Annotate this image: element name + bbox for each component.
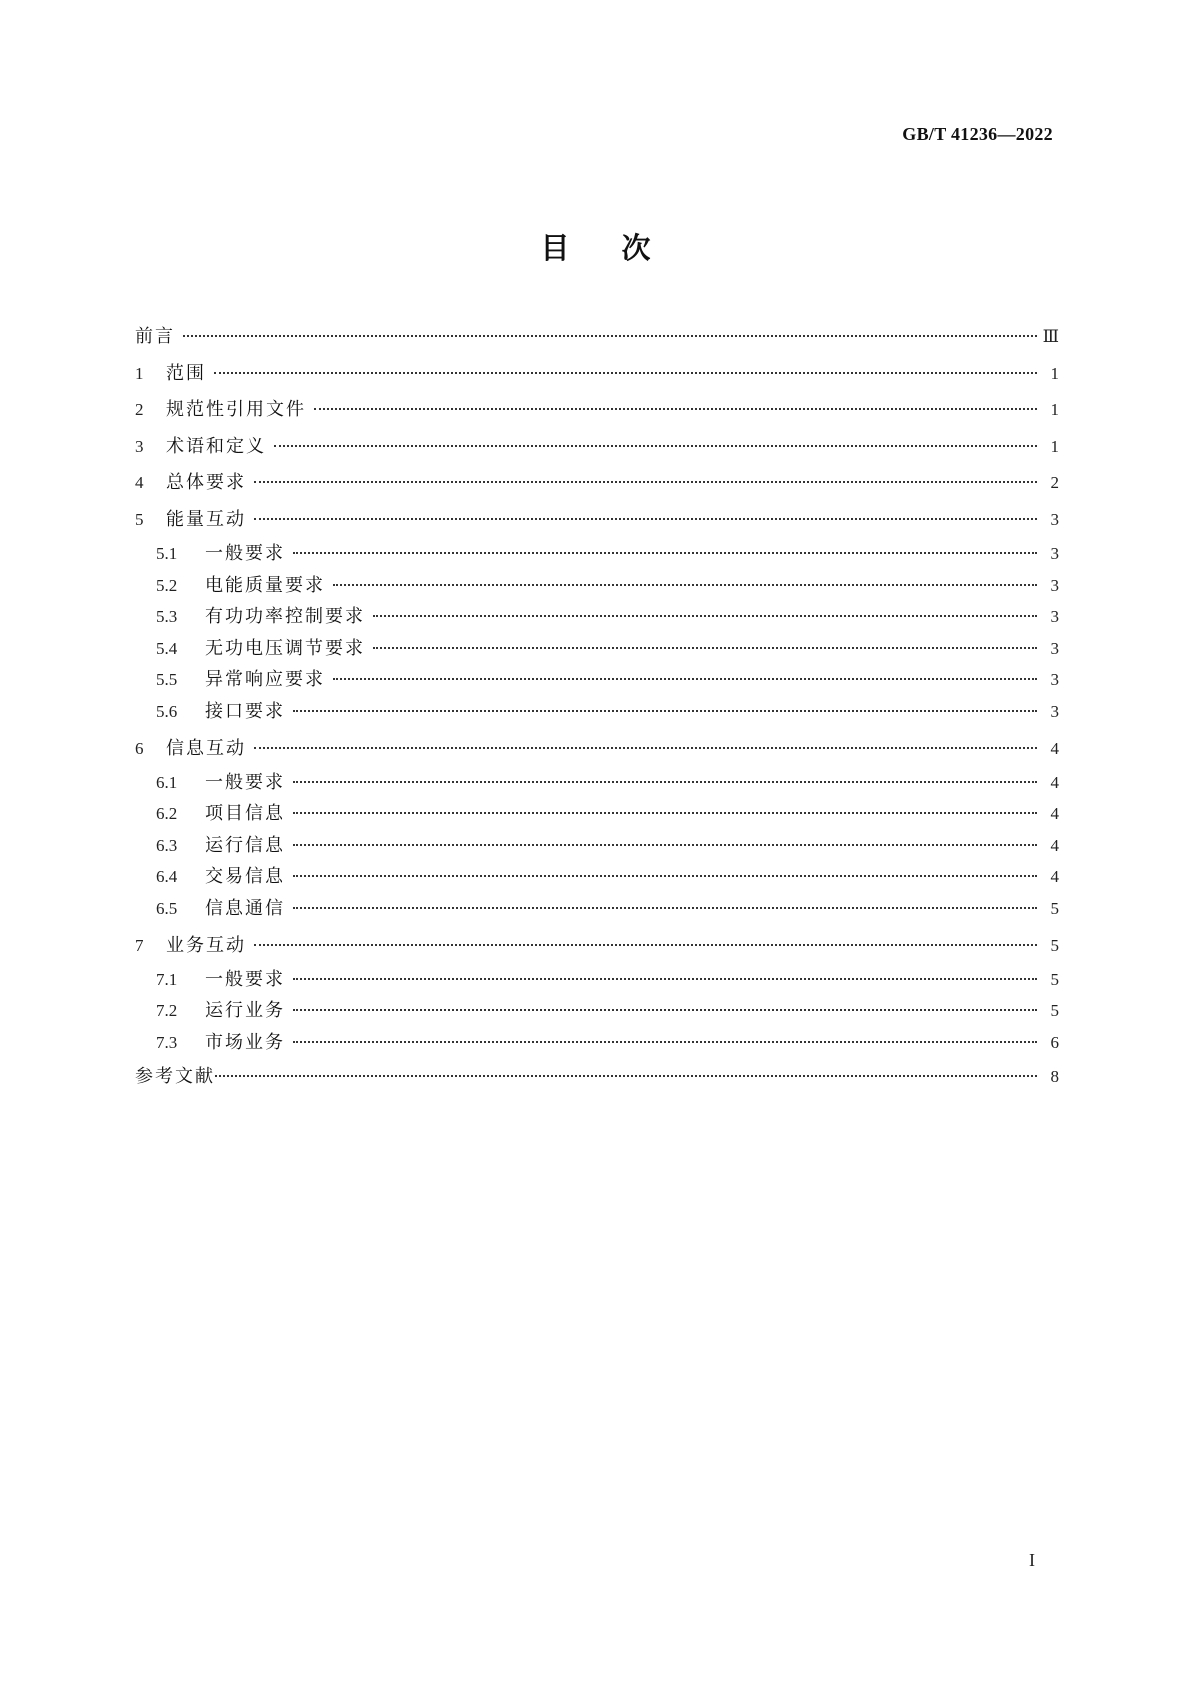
toc-entry-page: 8 <box>1050 1066 1059 1086</box>
toc-entry-page: 3 <box>1050 607 1059 627</box>
toc-entry-number: 5.6 <box>156 701 178 721</box>
toc-entry-1[interactable] <box>135 363 1059 385</box>
toc-entry-number: 5.2 <box>156 575 178 595</box>
toc-entry-label: 信息互动 <box>166 737 246 759</box>
toc-leader-dots <box>293 978 1037 980</box>
toc-entry-page: 5 <box>1050 969 1059 989</box>
toc-entry-number: 5.3 <box>156 607 178 627</box>
toc-entry-5-2[interactable] <box>135 575 1059 597</box>
toc-leader-dots <box>293 781 1037 783</box>
toc-entry-number: 7.1 <box>156 969 178 989</box>
toc-entry-5-5[interactable] <box>135 669 1059 691</box>
toc-leader-dots <box>333 678 1037 680</box>
toc-entry-6-1[interactable] <box>135 772 1059 794</box>
toc-entry-number: 7.3 <box>156 1032 178 1052</box>
toc-entry-4[interactable] <box>135 472 1059 494</box>
toc-entry-page: 3 <box>1050 575 1059 595</box>
toc-entry-5-3[interactable] <box>135 606 1059 628</box>
toc-entry-page: 1 <box>1050 436 1059 456</box>
toc-entry-page: 4 <box>1050 738 1059 758</box>
toc-entry-page: 3 <box>1050 509 1059 529</box>
toc-entry-number: 5 <box>135 509 144 529</box>
toc-entry-page: 5 <box>1050 898 1059 918</box>
toc-entry-7-2[interactable] <box>135 1000 1059 1022</box>
toc-entry-label: 一般要求 <box>205 542 285 564</box>
toc-entry-number: 7 <box>135 935 144 955</box>
toc-entry-label: 术语和定义 <box>166 435 266 457</box>
toc-leader-dots <box>314 408 1037 410</box>
toc-leader-dots <box>293 875 1037 877</box>
toc-leader-dots <box>293 552 1037 554</box>
toc-entry-5[interactable] <box>135 509 1059 531</box>
toc-entry-bibliography[interactable] <box>135 1066 1059 1088</box>
toc-leader-dots <box>373 647 1037 649</box>
toc-entry-page: 4 <box>1050 835 1059 855</box>
toc-leader-dots <box>333 584 1037 586</box>
toc-leader-dots <box>373 615 1037 617</box>
toc-entry-page: 1 <box>1050 400 1059 420</box>
toc-entry-number: 6.3 <box>156 835 178 855</box>
toc-entry-6-4[interactable] <box>135 866 1059 888</box>
toc-entry-page: 1 <box>1050 363 1059 383</box>
toc-entry-label: 前言 <box>135 326 175 347</box>
toc-leader-dots <box>214 372 1037 374</box>
toc-entry-7-1[interactable] <box>135 969 1059 991</box>
toc-entry-label: 规范性引用文件 <box>166 399 306 421</box>
toc-entry-label: 市场业务 <box>205 1031 285 1053</box>
toc-entry-page: 5 <box>1050 935 1059 955</box>
table-of-contents <box>135 326 1059 1088</box>
toc-entry-page: 6 <box>1050 1032 1059 1052</box>
toc-entry-label: 运行业务 <box>205 1000 285 1022</box>
toc-entry-page: 4 <box>1050 867 1059 887</box>
toc-entry-page: 3 <box>1050 638 1059 658</box>
toc-entry-2[interactable] <box>135 399 1059 421</box>
toc-entry-label: 一般要求 <box>205 968 285 990</box>
page-number: I <box>1029 1550 1035 1570</box>
toc-entry-page: 3 <box>1050 670 1059 690</box>
toc-entry-label: 无功电压调节要求 <box>205 637 365 659</box>
toc-entry-number: 5.1 <box>156 543 178 563</box>
toc-entry-number: 6 <box>135 738 144 758</box>
toc-leader-dots <box>254 944 1037 946</box>
toc-entry-5-1[interactable] <box>135 543 1059 565</box>
standard-code: GB/T 41236—2022 <box>902 124 1053 144</box>
toc-leader-dots <box>293 844 1037 846</box>
toc-entry-label: 信息通信 <box>205 897 285 919</box>
toc-entry-number: 6.1 <box>156 772 178 792</box>
toc-entry-number: 6.4 <box>156 867 178 887</box>
toc-entry-6-2[interactable] <box>135 803 1059 825</box>
toc-entry-page: 5 <box>1050 1001 1059 1021</box>
toc-entry-number: 7.2 <box>156 1001 178 1021</box>
toc-entry-6[interactable] <box>135 738 1059 760</box>
toc-entry-label: 能量互动 <box>166 508 246 530</box>
toc-entry-label: 业务互动 <box>166 934 246 956</box>
toc-entry-7-3[interactable] <box>135 1032 1059 1054</box>
toc-entry-foreword[interactable] <box>135 326 1059 348</box>
toc-entry-page: 4 <box>1050 804 1059 824</box>
toc-entry-7[interactable] <box>135 935 1059 957</box>
toc-entry-6-3[interactable] <box>135 835 1059 857</box>
toc-entry-label: 交易信息 <box>205 866 285 888</box>
toc-entry-number: 6.2 <box>156 804 178 824</box>
toc-entry-page: 2 <box>1050 473 1059 493</box>
toc-leader-dots <box>215 1075 1037 1077</box>
toc-entry-number: 5.4 <box>156 638 178 658</box>
toc-entry-page: Ⅲ <box>1042 327 1059 346</box>
toc-entry-label: 项目信息 <box>205 803 285 825</box>
toc-entry-label: 有功功率控制要求 <box>205 606 365 628</box>
toc-entry-number: 1 <box>135 363 144 383</box>
toc-entry-5-6[interactable] <box>135 701 1059 723</box>
toc-entry-3[interactable] <box>135 436 1059 458</box>
toc-entry-label: 异常响应要求 <box>205 669 325 691</box>
toc-entry-label: 接口要求 <box>205 700 285 722</box>
toc-entry-label: 参考文献 <box>135 1065 215 1087</box>
toc-entry-page: 3 <box>1050 701 1059 721</box>
toc-entry-number: 6.5 <box>156 898 178 918</box>
toc-leader-dots <box>293 710 1037 712</box>
toc-entry-label: 一般要求 <box>205 771 285 793</box>
toc-leader-dots <box>183 335 1037 337</box>
toc-entry-5-4[interactable] <box>135 638 1059 660</box>
toc-entry-page: 4 <box>1050 772 1059 792</box>
toc-entry-page: 3 <box>1050 543 1059 563</box>
toc-leader-dots <box>293 812 1037 814</box>
toc-leader-dots <box>254 481 1037 483</box>
toc-entry-number: 5.5 <box>156 670 178 690</box>
toc-entry-number: 3 <box>135 436 144 456</box>
toc-entry-6-5[interactable] <box>135 898 1059 920</box>
toc-entry-label: 电能质量要求 <box>205 574 325 596</box>
page-title: 目次 <box>540 231 703 265</box>
toc-leader-dots <box>254 747 1037 749</box>
toc-entry-number: 4 <box>135 473 144 493</box>
toc-leader-dots <box>293 1009 1037 1011</box>
toc-leader-dots <box>293 907 1037 909</box>
toc-entry-number: 2 <box>135 400 144 420</box>
toc-entry-label: 范围 <box>166 362 206 384</box>
toc-leader-dots <box>293 1041 1037 1043</box>
toc-entry-label: 运行信息 <box>205 834 285 856</box>
toc-leader-dots <box>254 518 1037 520</box>
toc-entry-label: 总体要求 <box>166 472 246 494</box>
toc-leader-dots <box>274 445 1037 447</box>
